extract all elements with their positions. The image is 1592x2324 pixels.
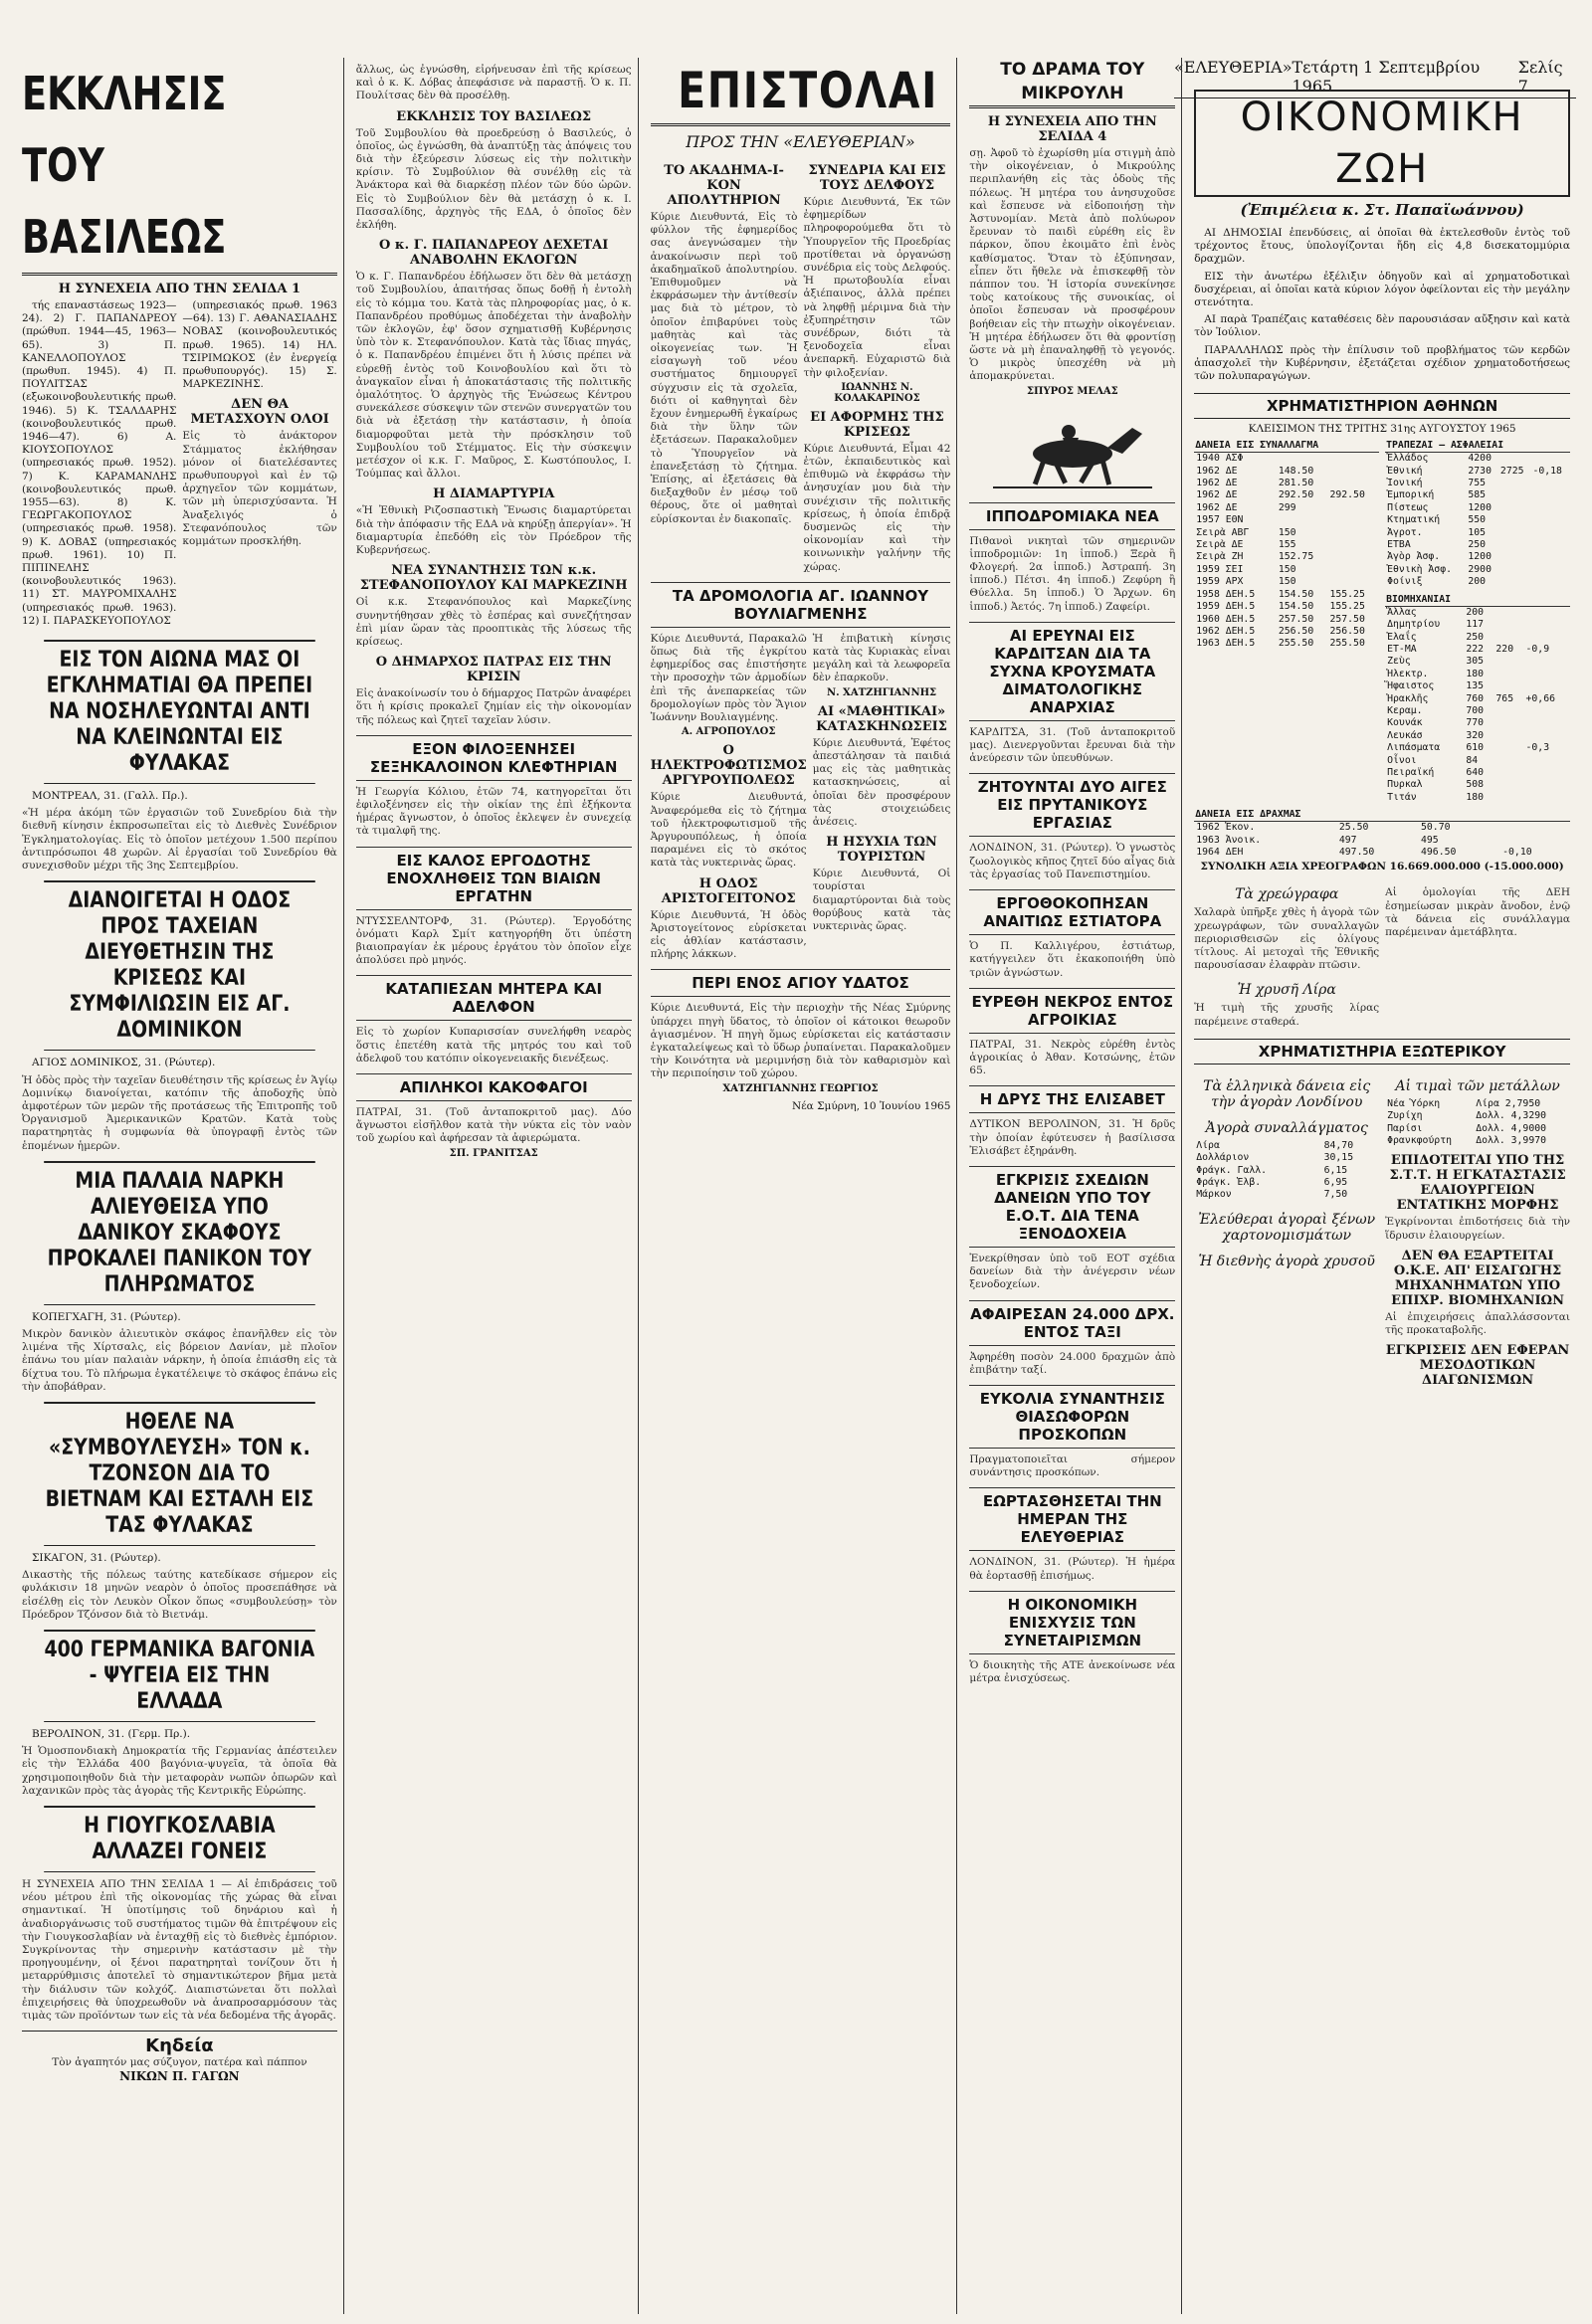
body-text: ΛΟΝΔΙΝΟΝ, 31. (Ρώυτερ). Ὁ γνωστὸς ζωολογικὸς κῆπος ζητεῖ δύο αἶγας διὰ τὰς ἐργασίας τοῦ Πανεπιστημίου. bbox=[969, 842, 1176, 880]
fx-rate-row: Φράγκ. Ἑλβ. 6,95 bbox=[1196, 1177, 1348, 1189]
body-text: ΚΑΡΔΙΤΣΑ, 31. (Τοῦ ἀνταποκριτοῦ μας). Διενεργοῦνται ἔρευναι διὰ τὴν ἀνεύρεσιν τῶν ὑπευθύνων. bbox=[969, 725, 1176, 765]
headline-olive: ΕΠΙΔΟΤΕΙΤΑΙ ΥΠΟ ΤΗΣ Σ.Τ.Τ. Η ΕΓΚΑΤΑΣΤΑΣΙΣ ΕΛΑΙΟΥΡΓΕΙΩΝ ΕΝΤΑΤΙΚΗΣ ΜΟΡΦΗΣ bbox=[1389, 1153, 1566, 1214]
letter-headline: Ο ΗΛΕΚΤΡΟΦΩΤΙΣΜΟΣ ΑΡΓΥΡΟΥΠΟΛΕΩΣ bbox=[650, 743, 807, 789]
fx-rate-row: Δολλάριον 30,15 bbox=[1196, 1152, 1354, 1164]
subhead: ΝΕΑ ΣΥΝΑΝΤΗΣΙΣ ΤΩΝ κ.κ. ΣΤΕΦΑΝΟΠΟΥΛΟΥ ΚΑΙ ΜΑΡΚΕΖΙΝΗ bbox=[359, 563, 628, 594]
body-text: Μικρὸν δανικὸν ἁλιευτικὸν σκάφος ἐπανῆλθεν εἰς τὸν λιμένα τῆς Χίρτσαλς, εἰς βόρειον Δανίαν, μὲ πλοῖον ἐπάνω του μίαν παλαιὰν νάρκην, ἡ ὁποία ἐπιάσθη εἰς τὰ δίχτυα του. Τὸ πλήρωμα ἐγκατέλειψε τὸ σκάφος ἐπάνω εἰς τὴν ἀποβάθραν. bbox=[22, 1327, 337, 1393]
fx-rate-row: Λίρα 84,70 bbox=[1196, 1139, 1354, 1151]
headline-approvals: ΕΓΚΡΙΣΕΙΣ ΔΕΝ ΕΦΕΡΑΝ ΜΕΣΟΔΟΤΙΚΩΝ ΔΙΑΓΩΝΙΣΜΩΝ bbox=[1385, 1343, 1570, 1389]
body-text: Αἱ ἐπιχειρήσεις ἀπαλλάσσονται τῆς προκαταβολῆς. bbox=[1385, 1310, 1570, 1337]
bond-row: 1959 ΣΕΙ 150 bbox=[1196, 563, 1296, 575]
body-text: Κύριε Διευθυντά, Ἐκ τῶν ἐφημερίδων πληροφορούμεθα ὅτι τὸ Ὑπουργεῖον τῆς Προεδρίας προτίθεται νὰ ὀργανώσῃ συνέδρια εἰς τοὺς Δελφούς. Ἡ πρωτοβουλία εἶναι ἀξιέπαινος, ἀλλὰ πρέπει νὰ ληφθῇ μέριμνα διὰ τὴν ἐξυπηρέτησιν τῶν συνέδρων, διότι τὰ ξενοδοχεῖα εἶναι ἀνεπαρκῆ. Εὐχαριστῶ διὰ τὴν φιλοξενίαν. bbox=[803, 196, 951, 379]
stock-exchange-title: ΧΡΗΜΑΤΙΣΤΗΡΙΟΝ ΑΘΗΝΩΝ bbox=[1194, 393, 1570, 419]
metals-heading: Αἱ τιμαὶ τῶν μετάλλων bbox=[1395, 1077, 1560, 1094]
bond-row: 1957 ΕΘΝ bbox=[1196, 514, 1244, 526]
body-text: ἄλλως, ὡς ἐγνώσθη, εἰρήνευσαν ἐπὶ τῆς κρίσεως καὶ ὁ κ. Κ. Δόβας ἀπεφάσισε νὰ παραστῇ. Ὁ κ. Π. Πουλίτσας δὲν θὰ προσέλθῃ. bbox=[355, 64, 632, 102]
industry-row: Λευκάσ 320 bbox=[1387, 729, 1485, 741]
body-text: Ἀφηρέθη ποσὸν 24.000 δραχμῶν ἀπὸ ἐπιβάτην ταξί. bbox=[969, 1350, 1176, 1376]
bond-row: Σειρὰ ΔΕ 155 bbox=[1196, 539, 1296, 551]
body-text: ΛΟΝΔΙΝΟΝ, 31. (Ρώυτερ). Ἡ ἡμέρα θὰ ἑορτασθῇ ἐπισήμως. bbox=[969, 1556, 1176, 1582]
bank-row: Κτηματική 550 bbox=[1387, 514, 1487, 526]
body-text: Ἡ ὁδὸς πρὸς τὴν ταχεῖαν διευθέτησιν τῆς κρίσεως ἐν Ἁγίῳ Δομινίκῳ διανοίγεται, κατόπιν τῆς ἀποδοχῆς ὑπὸ ἀμφοτέρων τῶν μερῶν τῆς προτάσεως τῆς Ἐπιτροπῆς τοῦ Ὀργανισμοῦ Ἀμερικανικῶν Κρατῶν. Κατὰ τοὺς παρατηρητὰς ἡ συμφωνία θὰ ὑπογραφῇ ἐντὸς τῶν ἑπομένων ἡμερῶν. bbox=[22, 1073, 337, 1152]
headline-taxi: ΑΦΑΙΡΕΣΑΝ 24.000 ΔΡΧ. ΕΝΤΟΣ ΤΑΞΙ bbox=[969, 1300, 1175, 1346]
funeral-notice bbox=[22, 2031, 337, 2083]
industry-row: Ἡρακλῆς 760 765 +0,66 bbox=[1387, 692, 1555, 704]
bank-row: Ἰονική 755 bbox=[1387, 478, 1487, 489]
economy-paragraph: ΑΙ ΔΗΜΟΣΙΑΙ ἐπενδύσεις, αἱ ὁποῖαι θὰ ἐκτελεσθοῦν ἐντὸς τοῦ τρέχοντος ἔτους, ὑπολογίζονται ἤδη εἰς 4,8 δισεκατομμύρια δραχμῶν. bbox=[1194, 227, 1570, 266]
subhead: ΕΚΚΛΗΣΙΣ ΤΟΥ ΒΑΣΙΛΕΩΣ bbox=[396, 108, 592, 124]
greek-loans-heading: Τὰ ἑλληνικὰ δάνεια εἰς τὴν ἀγορὰν Λονδίνου bbox=[1203, 1077, 1371, 1110]
bank-row: ΕΤΒΑ 250 bbox=[1387, 539, 1487, 551]
industry-row: Οἶνοι 84 bbox=[1387, 754, 1479, 766]
headline-drama: ΤΟ ΔΡΑΜΑ ΤΟΥ ΜΙΚΡΟΥΛΗ bbox=[969, 58, 1175, 108]
body-text: Τοῦ Συμβουλίου θὰ προεδρεύσῃ ὁ Βασιλεύς, ὁ ὁποῖος, ὡς ἐγνώσθη, θὰ ἀναπτύξῃ τὰς ἀπόψεις του διὰ τὴν ἐξεύρεσιν λύσεως εἰς τὴν πολιτικὴν κρίσιν. Τὸ Συμβούλιον θὰ συνέλθῃ εἰς τὰ Ἀνάκτορα καὶ θὰ διαρκέσῃ πλέον τῶν δύο ὡρῶν. Εἰς τὸ Συμβούλιον δὲν θὰ μετάσχῃ ὁ κ. Ι. Πασσαλίδης, ἀρχηγὸς τῆς ΕΔΑ, ὁ ὁποῖος δὲν ἐκλήθη. bbox=[355, 126, 632, 232]
issue-date: Τετάρτη 1 Σεπτεμβρίου 1965 bbox=[1292, 58, 1481, 96]
headline-goats: ΖΗΤΟΥΝΤΑΙ ΔΥΟ ΑΙΓΕΣ ΕΙΣ ΠΡΥΤΑΝΙΚΟΥΣ ΕΡΓΑΣΙΑΣ bbox=[969, 773, 1175, 837]
bond-row: 1940 ΑΣΦ bbox=[1196, 453, 1244, 465]
subhead: Η ΔΙΑΜΑΡΤΥΡΙΑ bbox=[433, 486, 555, 502]
continued-label: Η ΣΥΝΕΧΕΙΑ ΑΠΟ ΤΗΝ ΣΕΛΙΔΑ 1 bbox=[58, 282, 301, 296]
bond-row: 1962 ΔΕΗ.5 256.50 256.50 bbox=[1196, 625, 1365, 637]
letter-headline: ΠΕΡΙ ΕΝΟΣ ΑΓΙΟΥ ΥΔΑΤΟΣ bbox=[651, 969, 951, 997]
column-3 bbox=[645, 58, 958, 2314]
drachma-loan-row: 1962 Ἐκον. 25.50 50.70 bbox=[1196, 822, 1451, 834]
headline-criminals: ΕΙΣ ΤΟΝ ΑΙΩΝΑ ΜΑΣ ΟΙ ΕΓΚΛΗΜΑΤΙΑΙ ΘΑ ΠΡΕΠΕΙ ΝΑ ΝΟΣΗΛΕΥΩΝΤΑΙ ΑΝΤΙ ΝΑ ΚΛΕΙΝΩΝΤΑΙ ΕΙΣ ΦΥΛΑΚΑΣ bbox=[44, 640, 314, 784]
economy-title: ΟΙΚΟΝΟΜΙΚΗ ΖΩΗ bbox=[1194, 90, 1570, 197]
body-text: Τὸν ἀγαπητόν μας σύζυγον, πατέρα καὶ πάππον bbox=[52, 2056, 307, 2069]
page-number: Σελίς 7 bbox=[1517, 58, 1563, 96]
industry-row: Ἄλλας 200 bbox=[1387, 606, 1485, 618]
bank-row: Φοίνιξ 200 bbox=[1387, 576, 1487, 588]
body-text: Κύριε Διευθυντά, Οἱ τουρίσται διαμαρτύρονται διὰ τοὺς θορύβους κατὰ τὰς νυκτερινὰς ὥρας. bbox=[812, 868, 951, 932]
industry-row: Κεραμ. 700 bbox=[1387, 704, 1485, 716]
bond-row: Σειρὰ ΖΗ 152.75 bbox=[1196, 551, 1314, 563]
letter-signature: ΧΑΤΖΗΓΙΑΝΝΗΣ ΓΕΩΡΓΙΟΣ bbox=[722, 1082, 879, 1094]
body-text: Πιθανοὶ νικηταὶ τῶν σημερινῶν ἱπποδρομιῶν: 1η ἱπποδ.) Ξερὰ ἢ Φλογερή. 2α ἱπποδ.) Ἀστραπή. 3η ἱπποδ.) Πέτσι. 4η ἱπποδ.) Ζεφύρη ἢ Θύελλα. 5η ἱπποδ.) Ὁ Ἄρχων. 6η ἱπποδ.) Ἀετός. 7η ἱπποδ.) Ζαφείρι. bbox=[969, 534, 1176, 613]
headline-found: ΕΥΡΕΘΗ ΝΕΚΡΟΣ ΕΝΤΟΣ ΑΓΡΟΙΚΙΑΣ bbox=[969, 988, 1175, 1034]
byline: ΣΠΥΡΟΣ ΜΕΛΑΣ bbox=[1026, 385, 1118, 397]
economy-paragraph: ΑΙ παρὰ Τραπέζαις καταθέσεις δὲν παρουσιάσαν αὔξησιν καὶ κατὰ τὸν Ἰούλιον. bbox=[1194, 313, 1570, 339]
body-text: Κύριε Διευθυντά, Ἐφέτος ἀπεστάλησαν τὰ παιδιά μας εἰς τὰς μαθητικὰς κατασκηνώσεις, αἱ ὁποῖαι δὲν προσφέρουν τὰς στοιχειώδεις ἀνέσεις. bbox=[812, 736, 951, 828]
body-text: Ἐνεκρίθησαν ὑπὸ τοῦ ΕΟΤ σχέδια δανείων διὰ τὴν ἀνέγερσιν νέων ξενοδοχείων. bbox=[969, 1252, 1176, 1291]
headline-restaurant: ΕΡΓΟΘΟΚΟΠΗΣΑΝ ΑΝΑΙΤΙΩΣ ΕΣΤΙΑΤΟΡΑ bbox=[969, 889, 1175, 935]
horse-racing-illustration bbox=[969, 403, 1175, 494]
industry-row: Ἠλεκτρ. 180 bbox=[1387, 668, 1485, 679]
letter-signature: ΙΩΑΝΝΗΣ Ν. ΚΟΛΑΚΑΡΙΝΟΣ bbox=[834, 381, 920, 404]
body-text: Ὁ κ. Γ. Παπανδρέου ἐδήλωσεν ὅτι δὲν θὰ μετάσχῃ τοῦ Συμβουλίου, ἀπαιτήσας ὅπως δοθῇ ἡ ἐντολὴ εἰς τὸ κόμμα του. Κατὰ τὰς πληροφορίας μας, ὁ κ. Παπανδρέου προθύμως ἀποδέχεται τὴν ἀναβολὴν τῶν ἐκλογῶν, ἐφ' ὅσον σχηματισθῇ Κυβέρνησις ὑπὸ τὸν κ. Στεφανόπουλον. Κατὰ τὰς ἴδιας πηγάς, ὁ κ. Παπανδρέου ἐπιμένει ὅτι ἡ λύσις πρέπει νὰ εὑρεθῇ ἐντὸς τοῦ Κοινοβουλίου καὶ ὅτι τὸ ἀναγκαῖον εἶναι ἡ ἀποκατάστασις τῆς πολιτικῆς ὁμαλότητος. Ὁ ἀρχηγὸς τῆς Ἑνώσεως Κέντρου συνεκάλεσε σύσκεψιν τῶν στενῶν συνεργατῶν του διὰ νὰ ἐξετάσῃ τὴν κατάστασιν, ἡ ὁποία διαμορφοῦται μετὰ τὴν πρόσκλησιν τοῦ Συμβουλίου τοῦ Στέμματος. Εἰς τὴν σύσκεψιν μετέσχον οἱ κ.κ. Γ. Μαῦρος, Σ. Κωστόπουλος, Ι. Τούμπας καὶ ἄλλοι. bbox=[355, 271, 632, 481]
industry-row: Δημητρίου 117 bbox=[1387, 619, 1485, 631]
body-text: ΝΤΥΣΣΕΛΝΤΟΡΦ, 31. (Ρώυτερ). Ἐργοδότης ὀνόματι Καρλ Σμίτ κατηγορήθη ὅτι ὑπέστη βιαιοπραγίαν ἐκ μέρους ἐργάτου τὸν ὁποῖον εἶχε ἀπολύσει πρὸ μηνός. bbox=[355, 914, 632, 967]
gold-market-heading: Ἡ διεθνὴς ἀγορὰ χρυσοῦ bbox=[1198, 1253, 1375, 1269]
industry-row: Λιπάσματα 610 -0,3 bbox=[1387, 742, 1550, 754]
bank-row: Πίστεως 1200 bbox=[1387, 501, 1492, 513]
headline-church: ΑΠΙΛΗΚΟΙ ΚΑΚΟΦΑΓΟΙ bbox=[356, 1073, 632, 1101]
body-text: Η ΣΥΝΕΧΕΙΑ ΑΠΟ ΤΗΝ ΣΕΛΙΔΑ 1 — Αἱ ἐπιδράσεις τοῦ νέου μέτρου ἐπὶ τῆς οἰκονομίας τῆς χώρας θὰ εἶναι σημαντικαί. Ἡ ὑποτίμησις τοῦ δηνάριου καὶ ἡ ἀναδιοργάνωσις τοῦ συστήματος τιμῶν θὰ ἐπιτρέψουν εἰς τὴν Γιουγκοσλαβίαν νὰ ἐνταχθῇ εἰς τὸ διεθνὲς ἐμπόριον. Συγκρίνοντας τὴν σημερινὴν κατάστασιν μὲ τὴν προηγουμένην, οἱ ξένοι παρατηρηταὶ τονίζουν ὅτι ἡ μεταρρύθμισις ἀποτελεῖ τὸ σημαντικώτερον βῆμα μετὰ τὴν διάλυσιν τῶν κολχόζ. Διαπιστώνεται ὅτι πολλαὶ ἐπιχειρήσεις θὰ ὑποχρεωθοῦν νὰ ἀναπροσαρμόσουν τὰς τιμὰς τῶν προϊόντων των εἰς τὰ νέα δεδομένα τῆς ἀγορᾶς. bbox=[22, 1877, 337, 2022]
body-text: Εἰς τὸ ἀνάκτορον Στάμματος ἐκλήθησαν μόνον οἱ διατελέσαντες πρωθυπουργοὶ καὶ ἐν τῷ ἀρχηγεῖον τῶν κομμάτων, τῶν μὴ ὑπερισχύσαντα. Ἡ Ἀναξελιγός ὁ Στεφανόπουλος τῶν κομμάτων προσκλήθη. bbox=[182, 430, 337, 548]
industry-table: ΒΙΟΜΗΧΑΝΙΑΙ Ἄλλας 200 Δημητρίου 117 Ἐλαΐς 250 ΕΤ-ΜΑ 222 220 -0,9 Ζεὺς 305 Ἠλεκτρ. 180 Ἥφαιστος 135 Ἡρακλῆς 760 765 +0,66 Κεραμ. 700 Κουνάκ 770 Λευκάσ 320 Λιπάσματα 610 -0,3 Οἶνοι 84 Πειραϊκή 640 Πυρκαλ 508 Τιτάν 180 bbox=[1385, 593, 1570, 805]
headline-horse-racing: ΙΠΠΟΔΡΟΜΙΑΚΑ ΝΕΑ bbox=[969, 502, 1175, 530]
industry-row: Ζεὺς 305 bbox=[1387, 656, 1485, 668]
letters-subtitle: ΠΡΟΣ ΤΗΝ «ΕΛΕΥΘΕΡΙΑΝ» bbox=[686, 132, 915, 151]
bank-row: Ἑλλάδος 4200 bbox=[1387, 453, 1492, 465]
subhead-not-all: ΔΕΝ ΘΑ ΜΕΤΑΣΧΟΥΝ ΟΛΟΙ bbox=[190, 397, 329, 428]
body-text: Πραγματοποιεῖται σήμερον συνάντησις προσκόπων. bbox=[969, 1452, 1176, 1479]
body-text: Κύριε Διευθυντά, Ἀναφερόμεθα εἰς τὸ ζήτημα τοῦ ἡλεκτροφωτισμοῦ τῆς Ἀργυρουπόλεως, ἡ ὁποία παραμένει εἰς τὸ σκότος κατὰ τὰς νυκτερινὰς ὥρας. bbox=[650, 791, 807, 870]
body-text: ΠΑΤΡΑΙ, 31. Νεκρὸς εὑρέθη ἐντὸς ἀγροικίας ὁ Ἀθαν. Κοτσώνης, ἐτῶν 65. bbox=[969, 1038, 1176, 1077]
fx-heading: Ἀγορὰ συναλλάγματος bbox=[1205, 1119, 1368, 1136]
economy-paragraph: ΕΙΣ τὴν ἀνωτέρω ἐξέλιξιν ὀδηγοῦν καὶ αἱ χρηματοδοτικαὶ δυσχέρειαι, αἱ ὁποῖαι κατὰ κύριον λόγον ὀφείλονται εἰς τὴν μεγάλην στενότητα. bbox=[1194, 270, 1570, 309]
funeral-title: Κηδεία bbox=[145, 2035, 214, 2057]
letter-headline: ΑΙ «ΜΑΘΗΤΙΚΑΙ» ΚΑΤΑΣΚΗΝΩΣΕΙΣ bbox=[816, 703, 947, 734]
body-text: ΔΥΤΙΚΟΝ ΒΕΡΟΛΙΝΟΝ, 31. Ἡ δρῦς τὴν ὁποίαν ἐφύτευσεν ἡ βασίλισσα Ἐλισάβετ ἐξηράνθη. bbox=[969, 1118, 1176, 1157]
body-text: σῃ. Ἀφοῦ τὸ ἐχωρίσθη μία στιγμὴ ἀπὸ τὴν οἰκογένειαν, ὁ Μικρούλης περιπλανήθη εἰς τὰς ὁδοὺς τῆς πόλεως. Ἡ μητέρα του ἀνησυχοῦσε καὶ ἔσπευσε νὰ εἰδοποιήσῃ τὴν Ἀστυνομίαν. Μετὰ ἀπὸ πολύωρον ἔρευναν τὸ παιδὶ εὑρέθη εἰς ἓν πάρκον, ὅπου ἐκοιμᾶτο ἐπὶ ἑνὸς καθίσματος. Ὅταν τὸ ἐξύπνησαν, εἶπεν ὅτι ἤθελε νὰ ἐπισκεφθῇ τὸν πάππον του. Ἡ ἱστορία συνεκίνησε τοὺς κατοίκους τῆς συνοικίας, οἱ ὁποῖοι ἔσπευσαν νὰ προσφέρουν βοήθειαν εἰς τὴν πτωχὴν οἰκογένειαν. Ἡ μητέρα ἐδήλωσεν ὅτι θὰ φροντίσῃ ὥστε νὰ μὴ ἐπαναληφθῇ τὸ γεγονός. Ὁ μικρὸς ὑπεσχέθη νὰ μὴ ἀπομακρύνεται. bbox=[969, 147, 1176, 383]
headline-worker: ΕΙΣ ΚΑΛΟΣ ΕΡΓΟΔΟΤΗΣ ΕΝΟΧΛΗΘΕΙΣ ΤΩΝ ΒΙΑΙΩΝ ΕΡΓΑΤΗΝ bbox=[356, 847, 632, 910]
headline-johnson: ΗΘΕΛΕ ΝΑ «ΣΥΜΒΟΥΛΕΥΣΗ» ΤΟΝ κ. ΤΖΟΝΣΟΝ ΔΙΑ ΤΟ ΒΙΕΤΝΑΜ ΚΑΙ ΕΣΤΑΛΗ ΕΙΣ ΤΑΣ ΦΥΛΑΚΑΣ bbox=[44, 1402, 314, 1546]
industry-row: Τιτάν 180 bbox=[1387, 791, 1485, 803]
bond-row: 1958 ΔΕΗ.5 154.50 155.25 bbox=[1196, 588, 1365, 600]
body-text: Κύριε Διευθυντά, Παρακαλῶ ὅπως διὰ τῆς ἐγκρίτου ἐφημερίδος σας ἐπιστήσητε τὴν προσοχὴν τῶν ἁρμοδίων ἐπὶ τῆς ἀνεπαρκείας τῶν δρομολογίων πρὸς τὸν Ἅγιον Ἰωάννην Βουλιαγμένης. bbox=[650, 632, 807, 724]
bonds-table: ΔΑΝΕΙΑ ΕΙΣ ΣΥΝΑΛΛΑΓΜΑ 1940 ΑΣΦ 1962 ΔΕ 148.50 1962 ΔΕ 281.50 1962 ΔΕ 292.50 292.50 1962 ΔΕ 299 1957 ΕΘΝ Σειρὰ ΑΒΓ 150 Σειρὰ ΔΕ 155 Σειρὰ ΖΗ 152.75 1959 ΣΕΙ 150 1959 ΑΡΧ 150 1958 ΔΕΗ.5 154.50 155.25 1959 ΔΕΗ.5 154.50 155.25 1960 ΔΕΗ.5 257.50 257.50 1962 ΔΕΗ.5 256.50 256.50 1963 ΔΕΗ.5 255.50 255.50 bbox=[1194, 439, 1379, 651]
dateline: ΒΕΡΟΛΙΝΟΝ, 31. (Γερμ. Πρ.). bbox=[32, 1727, 191, 1740]
foreign-rate-row: Παρίσι Δολλ. 4,9000 bbox=[1387, 1122, 1547, 1134]
body-text: Κύριε Διευθυντά, Εἶμαι 42 ἐτῶν, ἐκπαιδευτικὸς καὶ ἐπιθυμῶ νὰ ἐκφράσω τὴν ἀνησυχίαν μου διὰ τὴν συνέχισιν τῆς πολιτικῆς κρίσεως, ἡ ὁποία ἐπιδρᾷ δυσμενῶς εἰς τὴν οἰκονομίαν καὶ τὴν κοινωνικὴν γαλήνην τῆς χώρας. bbox=[803, 442, 951, 573]
bond-row: 1959 ΔΕΗ.5 154.50 155.25 bbox=[1196, 601, 1365, 613]
bank-row: Ἐθνικὴ Ἀσφ. 2900 bbox=[1387, 563, 1492, 575]
headline-wagons: 400 ΓΕΡΜΑΝΙΚΑ ΒΑΓΟΝΙΑ - ΨΥΓΕΙΑ ΕΙΣ ΤΗΝ ΕΛΛΑΔΑ bbox=[44, 1630, 314, 1722]
body-text: «Ἡ Ἐθνικὴ Ριζοσπαστικὴ Ἕνωσις διαμαρτύρεται διὰ τὴν ἀπόφασιν τῆς ΕΔΑ νὰ κηρύξῃ ἀπεργίαν». Ἡ διαμαρτυρία ἐπεδόθη εἰς τὸν Πρόεδρον τῆς Κυβερνήσεως. bbox=[355, 504, 632, 557]
column-2 bbox=[350, 58, 639, 2314]
drachma-loans-table: ΔΑΝΕΙΑ ΕΙΣ ΔΡΑΧΜΑΣ 1962 Ἐκον. 25.50 50.70 1963 Ἀνοικ. 497 495 1964 ΔΕΗ 497.50 496.50 -0,10 bbox=[1194, 808, 1570, 859]
bond-row: 1962 ΔΕ 292.50 292.50 bbox=[1196, 489, 1365, 501]
deceased-name: ΝΙΚΩΝ Π. ΓΑΓΩΝ bbox=[119, 2069, 240, 2084]
headline-cooperatives: Η ΟΙΚΟΝΟΜΙΚΗ ΕΝΙΣΧΥΣΙΣ ΤΩΝ ΣΥΝΕΤΑΙΡΙΣΜΩΝ bbox=[969, 1591, 1175, 1654]
pm-list-right: (υπηρεσιακός πρωθ. 1963—64). 13) Γ. ΑΘΑΝΑΣΙΑΔΗΣ ΝΟΒΑΣ (κοινοβουλευτικός πρωθ. 1965). 14) ΗΛ. ΤΣΙΡΙΜΩΚΟΣ (ἐν ἐνεργείᾳ πρωθυπουργός). 15) Σ. ΜΑΡΚΕΖΙΝΗΣ. bbox=[182, 299, 337, 391]
bank-row: Ἐμπορική 585 bbox=[1387, 489, 1487, 501]
headline-machines: ΔΕΝ ΘΑ ΕΞΑΡΤΕΙΤΑΙ Ο.Κ.Ε. ΑΠ' ΕΙΣΑΓΩΓΗΣ ΜΗΧΑΝΗΜΑΤΩΝ ΥΠΟ ΕΠΙΧΡ. ΒΙΟΜΗΧΑΝΙΩΝ bbox=[1391, 1248, 1564, 1308]
letters-masthead: ΕΠΙΣΤΟΛΑΙ bbox=[651, 58, 951, 126]
body-text: Κύριε Διευθυντά, Ἡ ὁδὸς Ἀριστογείτονος εὑρίσκεται εἰς ἀθλίαν κατάστασιν, πλήρης λάκκων. bbox=[650, 908, 807, 961]
economy-subtitle: (Ἐπιμέλεια κ. Στ. Παπαϊωάννου) bbox=[1240, 201, 1524, 219]
letter-headline: Η ΗΣΥΧΙΑ ΤΩΝ ΤΟΥΡΙΣΤΩΝ bbox=[826, 835, 937, 866]
dateline: ΑΓΙΟΣ ΔΟΜΙΝΙΚΟΣ, 31. (Ρώυτερ). bbox=[32, 1057, 216, 1069]
securities-heading: Τὰ χρεώγραφα bbox=[1235, 886, 1339, 903]
letter-headline: ΤΑ ΔΡΟΜΟΛΟΓΙΑ ΑΓ. ΙΩΑΝΝΟΥ ΒΟΥΛΙΑΓΜΕΝΗΣ bbox=[651, 582, 951, 628]
dateline: ΚΟΠΕΓΧΑΓΗ, 31. (Ρώυτερ). bbox=[32, 1310, 181, 1323]
stock-exchange-subtitle: ΚΛΕΙΣΙΜΟΝ ΤΗΣ ΤΡΙΤΗΣ 31ης ΑΥΓΟΥΣΤΟΥ 1965 bbox=[1248, 423, 1516, 436]
industry-row: ΕΤ-ΜΑ 222 220 -0,9 bbox=[1387, 643, 1550, 655]
subhead: Ο κ. Γ. ΠΑΠΑΝΔΡΕΟΥ ΔΕΧΕΤΑΙ ΑΝΑΒΟΛΗΝ ΕΚΛΟΓΩΝ bbox=[379, 238, 609, 269]
body-text: Κύριε Διευθυντά, Εἰς τὸ φύλλον τῆς ἐφημερίδος σας ἀνεγνώσαμεν τὴν ἀνακοίνωσιν περὶ τοῦ ἀκαδημαϊκοῦ ἀπολυτηρίου. Ἐπιθυμοῦμεν νὰ ἐκφράσωμεν τὴν ἀντίθεσίν μας διὰ τὸ μέτρον, τὸ ὁποῖον ἐπιβαρύνει τοὺς μαθητὰς καὶ τὰς οἰκογενείας των. Ἡ εἰσαγωγὴ τοῦ νέου συστήματος δημιουργεῖ σύγχυσιν εἰς τὰ σχολεῖα, διότι οἱ καθηγηταὶ δὲν ἔχουν ἐνημερωθῆ ἐγκαίρως διὰ τὴν ὕλην τῶν ἐξετάσεων. Παρακαλοῦμεν τὸ Ὑπουργεῖον νὰ ἐπανεξετάσῃ τὸ ζήτημα. Ἐπίσης, αἱ ἐξετάσεις θὰ διεξαχθοῦν ἐν μέσῳ τοῦ θέρους, ὅτε οἱ μαθηταὶ εὑρίσκονται ἐν διακοπαῖς. bbox=[650, 211, 798, 525]
headline-dominican: ΔΙΑΝΟΙΓΕΤΑΙ Η ΟΔΟΣ ΠΡΟΣ ΤΑΧΕΙΑΝ ΔΙΕΥΘΕΤΗΣΙΝ ΤΗΣ ΚΡΙΣΕΩΣ ΚΑΙ ΣΥΜΦΙΛΙΩΣΙΝ ΕΙΣ ΑΓ. ΔΟΜΙΝΙΚΟΝ bbox=[44, 880, 314, 1051]
foreign-rate-row: Ζυρίχη Δολλ. 4,3290 bbox=[1387, 1110, 1547, 1122]
bank-row: Ἀγροτ. 105 bbox=[1387, 526, 1487, 538]
body-text: Ὁ διοικητὴς τῆς ΑΤΕ ἀνεκοίνωσε νέα μέτρα ἐνισχύσεως. bbox=[969, 1658, 1176, 1684]
free-markets-heading: Ἐλεύθεραι ἀγοραὶ ξένων χαρτονομισμάτων bbox=[1198, 1211, 1376, 1244]
foreign-rates-table bbox=[1385, 1098, 1570, 1148]
subhead: Ο ΔΗΜΑΡΧΟΣ ΠΑΤΡΑΣ ΕΙΣ ΤΗΝ ΚΡΙΣΙΝ bbox=[375, 655, 612, 685]
bank-row: Ἀγὸρ Ἀσφ. 1200 bbox=[1387, 551, 1492, 563]
headline-mine: ΜΙΑ ΠΑΛΑΙΑ ΝΑΡΚΗ ΑΛΙΕΥΘΕΙΣΑ ΥΠΟ ΔΑΝΙΚΟΥ ΣΚΑΦΟΥΣ ΠΡΟΚΑΛΕΙ ΠΑΝΙΚΟΝ ΤΟΥ ΠΛΗΡΩΜΑΤΟΣ bbox=[44, 1161, 314, 1305]
letter-headline: ΤΟ ΑΚΑΔΗΜΑ-Ι-ΚΟΝ ΑΠΟΛΥΤΗΡΙΟΝ bbox=[664, 163, 784, 208]
continued-label: Η ΣΥΝΕΧΕΙΑ ΑΠΟ ΤΗΝ ΣΕΛΙΔΑ 4 bbox=[987, 114, 1157, 144]
letter-dateline: Νέα Σμύρνη, 10 Ἰουνίου 1965 bbox=[792, 1099, 951, 1112]
body-text: ΠΑΤΡΑΙ, 31. (Τοῦ ἀνταποκριτοῦ μας). Δύο ἄγνωστοι εἰσῆλθον κατὰ τὴν νύκτα εἰς τὸν ναὸν τοῦ χωρίου καὶ ἀφήρεσαν τὰ ἀφιερώματα. bbox=[355, 1105, 632, 1145]
headline-karajan: ΚΑΤΑΠΙΕΣΑΝ ΜΗΤΕΡΑ ΚΑΙ ΑΔΕΛΦΟΝ bbox=[356, 975, 632, 1021]
industry-row: Πυρκαλ 508 bbox=[1387, 779, 1485, 791]
letter-signature: Α. ΑΓΡΟΠΟΥΛΟΣ bbox=[681, 726, 776, 738]
headline-loans: ΕΓΚΡΙΣΙΣ ΣΧΕΔΙΩΝ ΔΑΝΕΙΩΝ ΥΠΟ ΤΟΥ Ε.Ο.Τ. ΔΙΑ ΤΕΝΑ ΞΕΝΟΔΟΧΕΙΑ bbox=[969, 1166, 1175, 1248]
letter-headline: ΣΥΝΕΔΡΙΑ ΚΑΙ ΕΙΣ ΤΟΥΣ ΔΕΛΦΟΥΣ bbox=[808, 163, 946, 193]
bond-row: Σειρὰ ΑΒΓ 150 bbox=[1196, 526, 1296, 538]
column-1 bbox=[16, 58, 344, 2314]
fx-rates-table bbox=[1194, 1140, 1379, 1202]
fx-rate-row: Μάρκον 7,50 bbox=[1196, 1189, 1348, 1201]
bond-row: 1962 ΔΕ 299 bbox=[1196, 501, 1296, 513]
body-text: Ἐγκρίνονται ἐπιδοτήσεις διὰ τὴν ἵδρυσιν ἐλαιουργείων. bbox=[1385, 1216, 1570, 1242]
body-text: Ἡ Γεωργία Κόλιου, ἐτῶν 74, κατηγορεῖται ὅτι ἐφιλοξένησεν εἰς τὴν οἰκίαν της ἐπὶ ἑξήκοντα ἡμέρας ἄγνωστον, ὁ ὁποῖος ἐκλεψεν ἐν συνεχείᾳ τὰ τιμαλφῆ της. bbox=[355, 785, 632, 838]
letter-headline: Η ΟΔΟΣ ΑΡΙΣΤΟΓΕΙΤΟΝΟΣ bbox=[661, 875, 796, 906]
dateline: ΣΙΚΑΓΟΝ, 31. (Ρώυτερ). bbox=[32, 1551, 161, 1564]
bond-row: 1960 ΔΕΗ.5 257.50 257.50 bbox=[1196, 613, 1365, 625]
body-text: Ἡ τιμὴ τῆς χρυσῆς λίρας παρέμεινε σταθερά. bbox=[1194, 1002, 1380, 1028]
headline-tree: Η ΔΡΥΣ ΤΗΣ ΕΛΙΣΑΒΕΤ bbox=[969, 1085, 1175, 1113]
economy-paragraph: ΠΑΡΑΛΛΗΛΩΣ πρὸς τὴν ἐπίλυσιν τοῦ προβλήματος τῶν κερδῶν ἀπασχολεῖ τὴν Κυβέρνησιν, ἐξετάζεται σχέδιον χρηματοδοτήσεως τῶν πολυπαραγώγων. bbox=[1194, 343, 1570, 383]
body-text: Ὁ Π. Καλλιγέρου, ἑστιάτωρ, κατήγγειλεν ὅτι ἐκακοποιήθη ὑπὸ τριῶν ἀγνώστων. bbox=[969, 940, 1176, 979]
column-5 bbox=[1188, 58, 1576, 2314]
column-4 bbox=[963, 58, 1182, 2314]
headline-karditsa: ΑΙ ΕΡΕΥΝΑΙ ΕΙΣ ΚΑΡΔΙΤΣΑΝ ΔΙΑ ΤΑ ΣΥΧΝΑ ΚΡΟΥΣΜΑΤΑ ΔΙΜΑΤΟΛΟΓΙΚΗΣ ΑΝΑΡΧΙΑΣ bbox=[969, 622, 1175, 721]
body-text: Χαλαρὰ ὑπῆρξε χθὲς ἡ ἀγορὰ τῶν χρεωγράφων, τῶν συναλλαγῶν περιορισθεισῶν εἰς ὀλίγους τίτλους. Αἱ μετοχαὶ τῆς Ἐθνικῆς παρουσίασαν ἐλαφρὰν πτῶσιν. bbox=[1194, 906, 1380, 972]
headline-king-appeal: ΕΚΚΛΗΣΙΣ ΤΟΥ ΒΑΣΙΛΕΩΣ bbox=[22, 58, 337, 276]
headline-yugoslavia: Η ΓΙΟΥΓΚΟΣΛΑΒΙΑ ΑΛΛΑΖΕΙ ΓΟΝΕΙΣ bbox=[44, 1806, 314, 1872]
body-text: Αἱ ὁμολογίαι τῆς ΔΕΗ ἐσημείωσαν μικρὰν ἄνοδον, ἐνῷ τὰ δάνεια εἰς συνάλλαγμα παρέμειναν ἀμετάβλητα. bbox=[1385, 886, 1570, 939]
dateline: ΜΟΝΤΡΕΑΛ, 31. (Γαλλ. Πρ.). bbox=[32, 790, 188, 803]
pm-list-left: τής επαναστάσεως 1923—24). 2) Γ. ΠΑΠΑΝΔΡΕΟΥ (πρώθυπ. 1944—45, 1963—65). 3) Π. ΚΑΝΕΛΛΟΠΟΥΛΟΣ (πρωθυπ. 1945). 4) Π. ΠΟΥΛΙΤΣΑΣ (εξωκοινοβουλευτικής πρωθ. 1946). 5) Κ. ΤΣΑΛΔΑΡΗΣ (κοινοβουλευτικός πρωθ. 1946—47). 6) Α. ΚΙΟΥΣΟΠΟΥΛΟΣ (υπηρεσιακός πρωθ. 1952). 7) Κ. ΚΑΡΑΜΑΝΛΗΣ (κοινοβουλευτικός πρωθ. 1955—63). 8) Κ. ΓΕΩΡΓΑΚΟΠΟΥΛΟΣ (υπηρεσιακός πρωθ. 1958). 9) Κ. ΔΟΒΑΣ (υπηρεσιακός πρωθ. 1961). 10) Π. ΠΙΠΙΝΕΛΗΣ (κοινοβουλευτικός 1963). 11) ΣΤ. ΜΑΥΡΟΜΙΧΑΛΗΣ (υπηρεσιακός πρωθ. 1963). 12) Ι. ΠΑΡΑΣΚΕΥΟΠΟΥΛΟΣ bbox=[22, 299, 177, 627]
body-text: Εἰς ἀνακοίνωσίν του ὁ δήμαρχος Πατρῶν ἀναφέρει ὅτι ἡ κρίσις προκαλεῖ ζημίαν εἰς τὴν οἰκονομίαν τῆς πόλεως καὶ ζητεῖ ταχεῖαν λύσιν. bbox=[355, 687, 632, 726]
author-signature: ΣΠ. ΓΡΑΝΙΤΣΑΣ bbox=[449, 1147, 538, 1159]
body-text: Οἱ κ.κ. Στεφανόπουλος καὶ Μαρκεζίνης συνηντήθησαν χθὲς τὸ ἑσπέρας καὶ συνεζήτησαν ἐπὶ μίαν ὥραν τὰς προοπτικὰς τῆς λύσεως τῆς κρίσεως. bbox=[355, 596, 632, 648]
letter-headline: ΕΙ ΑΦΟΡΜΗΣ ΤΗΣ ΚΡΙΣΕΩΣ bbox=[810, 409, 944, 440]
foreign-exchanges-title: ΧΡΗΜΑΤΙΣΤΗΡΙΑ ΕΞΩΤΕΡΙΚΟΥ bbox=[1194, 1039, 1570, 1065]
body-text: «Ἡ μέρα ἀκόμη τῶν ἐργασιῶν τοῦ Συνεδρίου διὰ τὴν διεθνῆ κίνησιν ἐκπροσωπεῖται εἰς τὸ Διεθνὲς Συνέδριον Ἐγκληματολογίας. Εἰς τὸ ὁποῖον μετέχουν 1.500 περίπου ἀντιπρόσωποι 48 χωρῶν. Αἱ ἐργασίαι τοῦ Συνεδρίου θὰ συνεχισθοῦν μέχρι τῆς 3ης Σεπτεμβρίου. bbox=[22, 807, 337, 872]
banks-table: ΤΡΑΠΕΖΑΙ — ΑΣΦΑΛΕΙΑΙ Ἑλλάδος 4200 Ἐθνική 2730 2725 -0,18 Ἰονική 755 Ἐμπορική 585 Πίστεως 1200 Κτηματική 550 Ἀγροτ. 105 ΕΤΒΑ 250 Ἀγὸρ Ἀσφ. 1200 Ἐθνικὴ Ἀσφ. 2900 Φοίνιξ 200 bbox=[1385, 439, 1570, 588]
headline-feast: ΕΞΟΝ ΦΙΛΟΞΕΝΗΣΕΙ ΣΕΞΗΚΑΛΟΙΝΟΝ ΚΛΕΦΤΗΡΙΑΝ bbox=[356, 735, 632, 781]
headline-freedom-day: ΕΩΡΤΑΣΘΗΣΕΤΑΙ ΤΗΝ ΗΜΕΡΑΝ ΤΗΣ ΕΛΕΥΘΕΡΙΑΣ bbox=[969, 1487, 1175, 1551]
drachma-loan-row: 1964 ΔΕΗ 497.50 496.50 -0,10 bbox=[1196, 847, 1532, 859]
gold-heading: Ἡ χρυσῆ Λίρα bbox=[1237, 982, 1336, 999]
drachma-loan-row: 1963 Ἀνοικ. 497 495 bbox=[1196, 834, 1439, 846]
bond-row: 1959 ΑΡΧ 150 bbox=[1196, 576, 1296, 588]
total-turnover: ΣΥΝΟΛΙΚΗ ΑΞΙΑ ΧΡΕΟΓΡΑΦΩΝ 16.669.000.000 (-15.000.000) bbox=[1200, 861, 1564, 873]
foreign-rate-row: Φρανκφούρτη Δολλ. 3,9970 bbox=[1387, 1135, 1547, 1147]
bond-row: 1963 ΔΕΗ.5 255.50 255.50 bbox=[1196, 638, 1365, 650]
bank-row: Ἐθνική 2730 2725 -0,18 bbox=[1387, 465, 1562, 477]
body-text: Εἰς τὸ χωρίον Κυπαρισσίαν συνελήφθη νεαρὸς ὅστις ἐπετέθη κατὰ τῆς μητρός του καὶ τοῦ ἀδελφοῦ του κατόπιν οἰκογενειακῆς διενέξεως. bbox=[355, 1026, 632, 1065]
industry-row: Πειραϊκή 640 bbox=[1387, 766, 1485, 778]
bond-row: 1962 ΔΕ 281.50 bbox=[1196, 478, 1314, 489]
industry-row: Ἥφαιστος 135 bbox=[1387, 680, 1485, 692]
body-text: Κύριε Διευθυντά, Εἰς τὴν περιοχὴν τῆς Νέας Σμύρνης ὑπάρχει πηγὴ ὕδατος, τὸ ὁποῖον οἱ κάτοικοι θεωροῦν ἁγιασμένον. Ἡ πηγὴ ὅμως εὑρίσκεται εἰς κατάστασιν ἐγκαταλείψεως καὶ τὸ ὕδωρ ῥυπαίνεται. Παρακαλοῦμεν τὴν Κοινότητα νὰ μεριμνήσῃ διὰ τὸν καθαρισμὸν καὶ τὴν περιποίησιν τοῦ χώρου. bbox=[650, 1002, 951, 1080]
foreign-rate-row: Νέα Ὑόρκη Λίρα 2,7950 bbox=[1387, 1097, 1541, 1109]
letter-signature: Ν. ΧΑΤΖΗΓΙΑΝΝΗΣ bbox=[826, 686, 937, 698]
body-text: Ἡ ἐπιβατικὴ κίνησις κατὰ τὰς Κυριακὰς εἶναι μεγάλη καὶ τὰ λεωφορεῖα δὲν ἐπαρκοῦν. bbox=[812, 632, 951, 684]
industry-row: Ἐλαΐς 250 bbox=[1387, 631, 1485, 643]
body-text: Ἡ Ὁμοσπονδιακὴ Δημοκρατία τῆς Γερμανίας ἀπέστειλεν εἰς τὴν Ἑλλάδα 400 βαγόνια-ψυγεῖα, τὰ ὁποῖα θὰ χρησιμοποιηθοῦν διὰ τὴν μεταφορὰν νωπῶν ὀπωρῶν καὶ λαχανικῶν πρὸς τὰς ἀγορὰς τῆς Κεντρικῆς Εὐρώπης. bbox=[22, 1745, 337, 1797]
bond-row: 1962 ΔΕ 148.50 bbox=[1196, 465, 1314, 477]
headline-scouts: ΕΥΚΟΛΙΑ ΣΥΝΑΝΤΗΣΙΣ ΘΙΑΣΩΦΟΡΩΝ ΠΡΟΣΚΟΠΩΝ bbox=[969, 1385, 1175, 1449]
paper-name: «ΕΛΕΥΘΕΡΙΑ» bbox=[1174, 58, 1293, 77]
fx-rate-row: Φράγκ. Γαλλ. 6,15 bbox=[1196, 1164, 1348, 1176]
body-text: Δικαστὴς τῆς πόλεως ταύτης κατεδίκασε σήμερον εἰς φυλάκισιν 18 μηνῶν νεαρὸν ὁ ὁποῖος προσεπάθησε νὰ εἰσέλθῃ εἰς τὸν Λευκὸν Οἶκον ὅπως «συμβουλεύσῃ» τὸν Πρόεδρον Τζόνσον διὰ τὸ Βιετνάμ. bbox=[22, 1569, 337, 1621]
industry-row: Κουνάκ 770 bbox=[1387, 717, 1485, 729]
